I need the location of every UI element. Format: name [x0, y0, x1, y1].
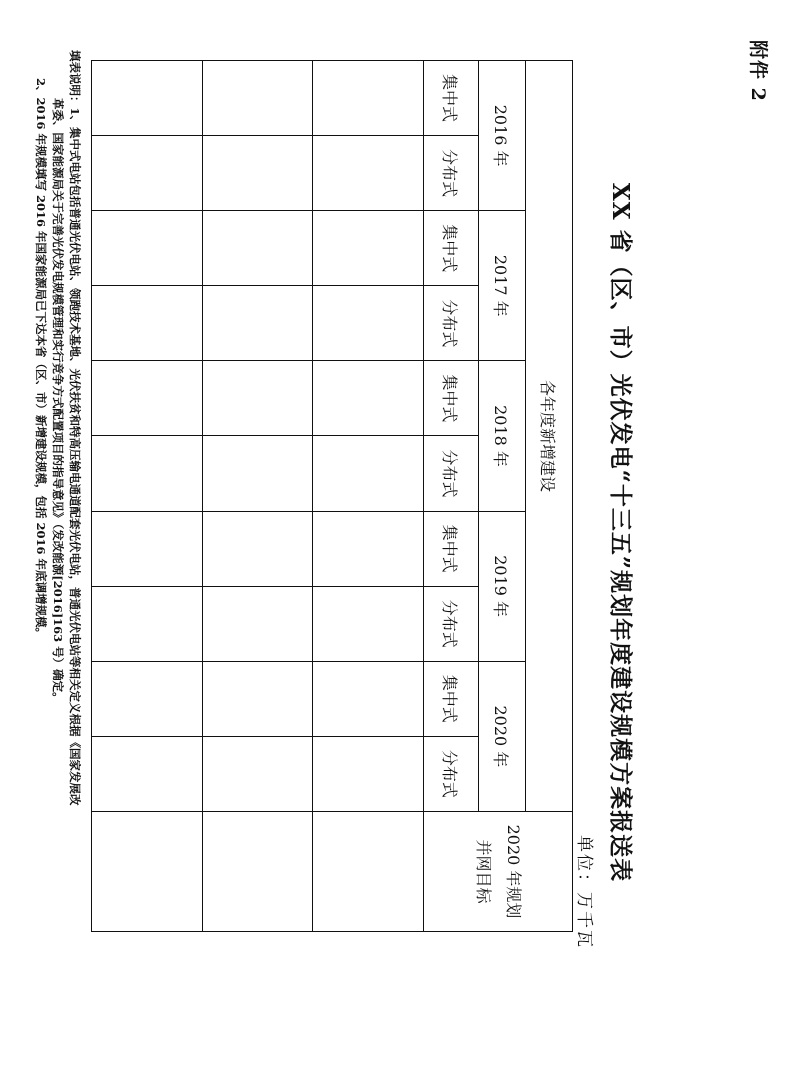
data-cell[interactable]: [313, 661, 424, 736]
data-cell[interactable]: [92, 61, 203, 136]
data-cell[interactable]: [313, 812, 424, 932]
group-header: 各年度新增建设: [526, 61, 573, 812]
year-header-2018: 2018 年: [479, 361, 526, 511]
sub-header-centralized: 集中式: [424, 511, 479, 586]
data-cell[interactable]: [92, 436, 203, 511]
data-cell[interactable]: [202, 736, 313, 811]
unit-label: 单位：万千瓦: [574, 835, 594, 949]
data-cell[interactable]: [92, 586, 203, 661]
data-cell[interactable]: [313, 586, 424, 661]
note-line-1-cont: 革委、国家能源局关于完善光伏发电规模管理和实行竞争方式配置项目的指导意见》（发改能源[2016]163 号）确定。: [51, 98, 65, 704]
data-cell[interactable]: [313, 136, 424, 211]
data-cell[interactable]: [202, 586, 313, 661]
data-cell[interactable]: [313, 361, 424, 436]
plan-header-line2: 并网目标: [474, 839, 493, 904]
sub-header-centralized: 集中式: [424, 661, 479, 736]
data-cell[interactable]: [92, 511, 203, 586]
attachment-label: 附件 2: [747, 40, 769, 102]
fill-instructions: [32, 50, 83, 930]
sub-header-distributed: 分布式: [424, 586, 479, 661]
note-item-1: 1、集中式电站包括普通光伏电站、领跑技术基地、光伏扶贫和特高压输电通道配套光伏电站，普通光伏电站等相关定义根据《国家发展改: [68, 107, 82, 806]
sub-header-centralized: 集中式: [424, 211, 479, 286]
data-cell[interactable]: [92, 136, 203, 211]
sub-header-distributed: 分布式: [424, 736, 479, 811]
data-cell[interactable]: [313, 61, 424, 136]
document-title: XX 省（区、市）光伏发电“十三五”规划年度建设规模方案报送表: [607, 182, 634, 883]
sub-header-distributed: 分布式: [424, 436, 479, 511]
scale-table: [91, 60, 573, 932]
sub-header-centralized: 集中式: [424, 361, 479, 436]
data-cell[interactable]: [202, 436, 313, 511]
year-header-2017: 2017 年: [479, 211, 526, 361]
data-cell[interactable]: [202, 361, 313, 436]
data-cell[interactable]: [313, 211, 424, 286]
note-line-2: 2、2016 年规模填写 2016 年国家能源局已下达本省（区、市）新增建设规模，包括 2016 年底调增规模。: [34, 78, 48, 640]
plan-header-line1: 2020 年规划: [504, 824, 524, 919]
data-cell[interactable]: [313, 736, 424, 811]
data-cell[interactable]: [202, 211, 313, 286]
data-cell[interactable]: [313, 286, 424, 361]
data-cell[interactable]: [313, 511, 424, 586]
year-header-2019: 2019 年: [479, 511, 526, 661]
plan-header: [424, 812, 573, 932]
data-cell[interactable]: [202, 136, 313, 211]
data-cell[interactable]: [202, 61, 313, 136]
data-cell[interactable]: [202, 661, 313, 736]
table-row: [202, 61, 313, 932]
data-cell[interactable]: [92, 661, 203, 736]
sub-header-distributed: 分布式: [424, 136, 479, 211]
data-cell[interactable]: [202, 286, 313, 361]
data-cell[interactable]: [92, 211, 203, 286]
sub-header-distributed: 分布式: [424, 286, 479, 361]
data-cell[interactable]: [92, 736, 203, 811]
data-cell[interactable]: [202, 812, 313, 932]
year-header-2016: 2016 年: [479, 61, 526, 211]
note-line-1: [66, 50, 83, 930]
data-cell[interactable]: [313, 436, 424, 511]
table-row: [92, 61, 203, 932]
table-row: [313, 61, 424, 932]
data-cell[interactable]: [202, 511, 313, 586]
data-cell[interactable]: [92, 286, 203, 361]
year-header-2020: 2020 年: [479, 661, 526, 811]
note-label: 填表说明：: [68, 50, 82, 108]
data-cell[interactable]: [92, 361, 203, 436]
data-cell[interactable]: [92, 812, 203, 932]
sub-header-centralized: 集中式: [424, 61, 479, 136]
